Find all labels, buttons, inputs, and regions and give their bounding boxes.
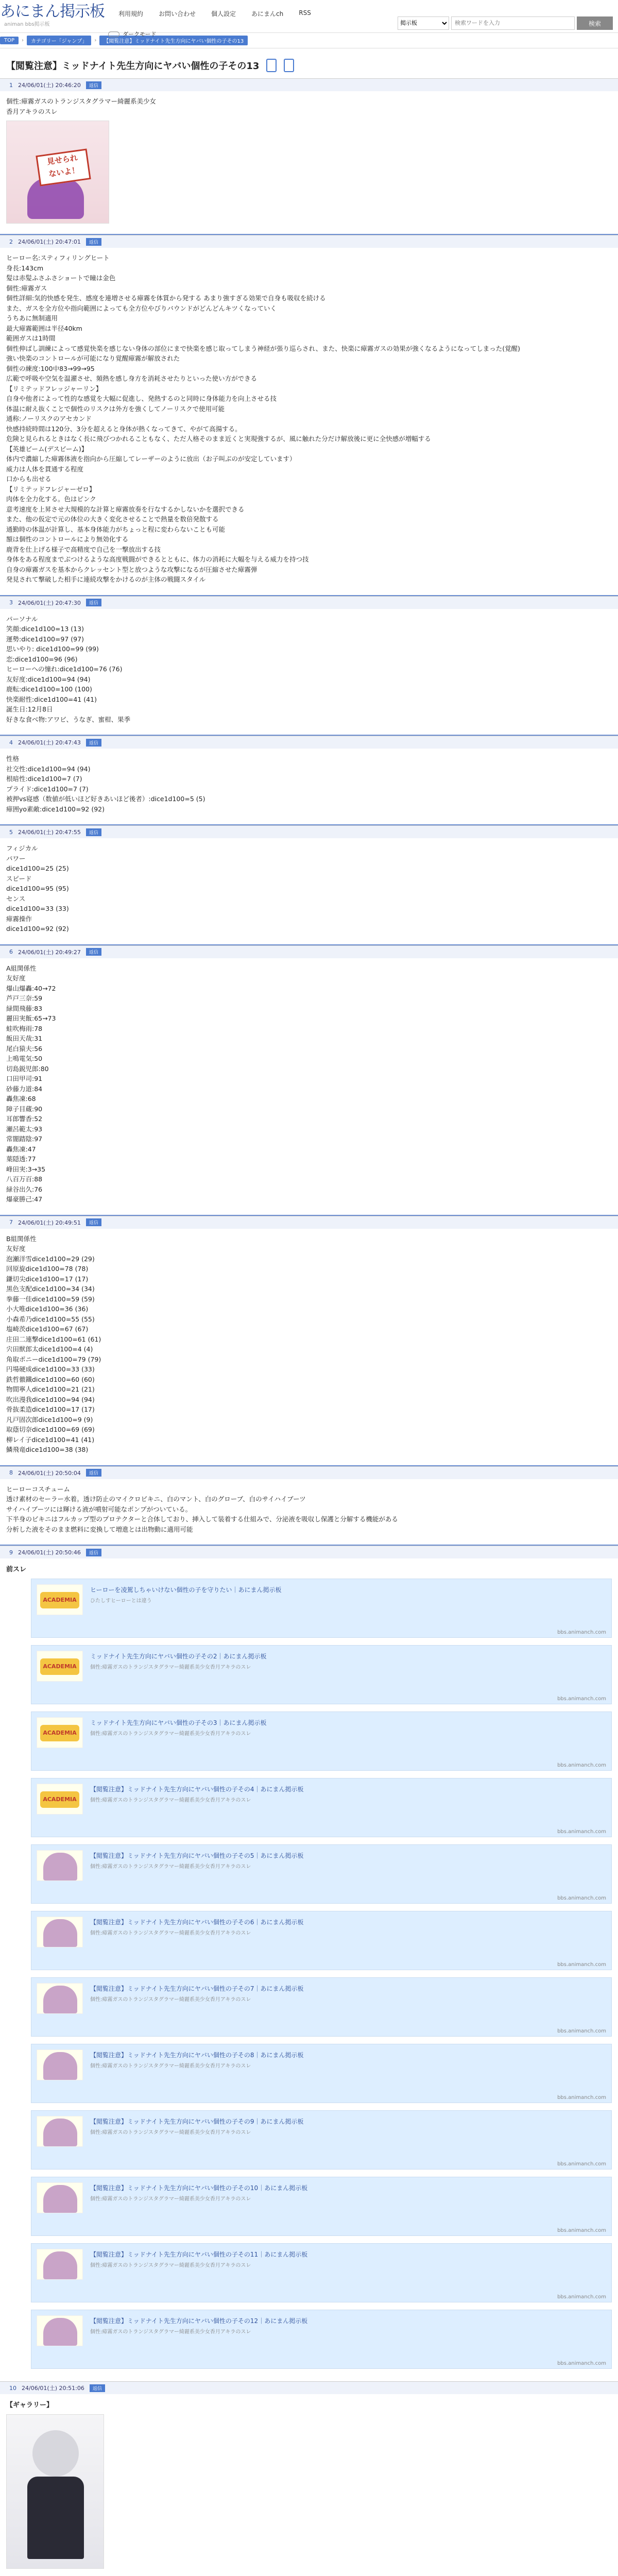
post-line: 快感持続時間は120分、3分を超えると身体が熱くなってきて、やがて高揚する。	[6, 425, 242, 433]
link-description: 個性:瘴霧ガスのトランジスタグラマー綺麗系美少女香月アキラのスレ	[90, 2063, 251, 2069]
link-card[interactable]	[31, 1645, 612, 1704]
post-line: 凡戸固次郎dice1d100=9 (9)	[6, 1415, 93, 1423]
toggle-switch-icon[interactable]	[108, 31, 119, 37]
character-figure	[43, 2318, 77, 2346]
link-domain: bbs.animanch.com	[557, 2294, 606, 2300]
breadcrumb-top[interactable]: TOP	[0, 37, 19, 44]
post-line: 拳藤一佳dice1d100=59 (59)	[6, 1295, 95, 1303]
breadcrumb-separator: ›	[94, 38, 97, 43]
nav-contact[interactable]: お問い合わせ	[159, 10, 196, 18]
character-figure	[43, 2119, 77, 2146]
post-line: 庄田二連撃dice1d100=61 (61)	[6, 1335, 101, 1343]
link-thumbnail	[37, 1651, 83, 1682]
link-domain: bbs.animanch.com	[557, 1696, 606, 1702]
post-line: dice1d100=95 (95)	[6, 885, 69, 892]
post-line: 轟焦凍:68	[6, 1095, 36, 1103]
post-date: 24/06/01(土) 20:49:51	[18, 1219, 81, 1226]
reply-button[interactable]: 返信	[86, 238, 101, 246]
darkmode-label: ダークモード	[123, 31, 157, 38]
post-line: 好きな食べ物:アワビ、うなぎ、蜜柑、果季	[6, 715, 131, 723]
post-line: 恋:dice1d100=96 (96)	[6, 655, 78, 663]
top-nav	[118, 9, 311, 18]
post-header	[0, 1467, 618, 1479]
post-line: 危険と見られるときはなく長に飛びつかれることもなく、ただ人格そのまま近くと実現強するが、風に触れた分だけ解放後に更に全快感が増幅する	[6, 435, 431, 443]
post-line: 円場硬成dice1d100=33 (33)	[6, 1365, 95, 1373]
post	[0, 1546, 618, 2381]
post-body	[0, 248, 618, 596]
post-header	[0, 79, 618, 91]
post	[0, 596, 618, 736]
link-info	[90, 1584, 606, 1635]
link-card[interactable]	[31, 1911, 612, 1970]
post-body	[0, 749, 618, 825]
post-line: 鉄哲徹鐵dice1d100=60 (60)	[6, 1375, 95, 1383]
post-line: dice1d100=92 (92)	[6, 925, 69, 933]
link-title[interactable]: ミッドナイト先生方向にヤバい個性の子その2｜あにまん掲示板	[90, 1653, 267, 1660]
post-list	[0, 78, 618, 1546]
link-thumbnail	[37, 2249, 83, 2280]
search-button[interactable]: 検索	[577, 16, 613, 30]
post-number[interactable]: 2	[9, 238, 13, 245]
post	[0, 2381, 618, 2576]
image-caption-stamp: 見せられ ないよ！	[36, 148, 91, 186]
link-domain: bbs.animanch.com	[557, 2095, 606, 2100]
post-date: 24/06/01(土) 20:51:06	[22, 2385, 84, 2392]
post	[0, 825, 618, 945]
post-line: 耳郎響香:52	[6, 1115, 43, 1123]
reply-button[interactable]: 返信	[86, 828, 101, 836]
post-line: パーソナル	[6, 615, 38, 623]
post-body	[0, 1479, 618, 1546]
post-line: 柳レイ子dice1d100=41 (41)	[6, 1435, 95, 1444]
post-line: うちあに無制適用	[6, 314, 58, 322]
post-number[interactable]: 10	[9, 2384, 16, 2392]
post-line: 鹿背を仕上げる様子で高精度で自己を一撃放出する技	[6, 545, 161, 553]
post-date: 24/06/01(土) 20:47:43	[18, 739, 81, 746]
link-domain: bbs.animanch.com	[557, 1829, 606, 1835]
link-info	[90, 2182, 606, 2233]
reply-button[interactable]: 返信	[86, 81, 101, 89]
post-line: 塩崎茨dice1d100=67 (67)	[6, 1325, 89, 1333]
post-body	[0, 91, 618, 235]
post-header	[0, 736, 618, 749]
link-info	[90, 2315, 606, 2366]
post-date: 24/06/01(土) 20:47:55	[18, 829, 81, 836]
link-info	[90, 1784, 606, 1835]
link-description: 個性:瘴霧ガスのトランジスタグラマー綺麗系美少女香月アキラのスレ	[90, 2263, 251, 2268]
post-line: 瀬呂範太:93	[6, 1125, 43, 1133]
darkmode-toggle[interactable]	[108, 30, 157, 38]
post-line: 意考速度を上昇させ大規模的な計算と瘴霧放奏を行なするかしないかを選択できる	[6, 505, 245, 513]
link-thumbnail	[37, 2315, 83, 2346]
post-line: 飯田天哉:31	[6, 1035, 43, 1042]
post-line: 物間寧人dice1d100=21 (21)	[6, 1385, 95, 1393]
gallery-image[interactable]	[6, 2414, 104, 2569]
post-line: プライド:dice1d100=7 (7)	[6, 785, 89, 793]
post-line: 【リミテッドフレッジャーリン】	[6, 384, 102, 393]
post-line: 【リミテッドフレジャーゼロ】	[6, 485, 96, 493]
post-line: 個性:瘴霧ガス	[6, 284, 47, 292]
link-card[interactable]	[31, 1844, 612, 1904]
link-description: 個性:瘴霧ガスのトランジスタグラマー綺麗系美少女香月アキラのスレ	[90, 2196, 251, 2202]
post-line: 蛙吹梅雨:78	[6, 1024, 43, 1032]
post-body	[0, 838, 618, 945]
post-line: ヒーローコスチューム	[6, 1485, 70, 1493]
link-description: ひたしすヒーローとは違う	[90, 1598, 152, 1604]
post-number[interactable]: 4	[9, 739, 13, 746]
link-info	[90, 1983, 606, 2034]
link-domain: bbs.animanch.com	[557, 2028, 606, 2034]
link-thumbnail	[37, 2182, 83, 2213]
breadcrumb-separator: ›	[22, 38, 24, 43]
link-thumbnail	[37, 2116, 83, 2147]
breadcrumb-thread[interactable]: 【閲覧注意】ミッドナイト先生方向にヤバい個性の子その13	[99, 36, 248, 45]
link-thumbnail	[37, 1850, 83, 1881]
post-line: また、ガスを全方位や指向範囲によっても全方位やびりバウンドがどんどんキツくなっていく	[6, 304, 277, 312]
breadcrumb-category[interactable]: カテゴリー「ジャンプ」	[27, 36, 91, 45]
post-line: 芦戸三奈:59	[6, 994, 43, 1002]
link-thumbnail	[37, 2049, 83, 2080]
post-line: 通勤時の体温が計算し、基本身体能力がちょっと程に変わらないことも可能	[6, 525, 226, 533]
post-line: 角取ポニーdice1d100=79 (79)	[6, 1355, 101, 1363]
post-date: 24/06/01(土) 20:50:46	[18, 1549, 81, 1556]
logo-subtext: animan bbs掲示板	[4, 22, 50, 27]
post-line: 瘴霧操作	[6, 914, 32, 923]
site-logo[interactable]	[0, 4, 108, 27]
link-card[interactable]	[31, 2243, 612, 2302]
post-line: 吹出漫我dice1d100=94 (94)	[6, 1395, 95, 1403]
link-title[interactable]: 【閲覧注意】ミッドナイト先生方向にヤバい個性の子その8｜あにまん掲示板	[90, 2052, 304, 2059]
post-body	[0, 958, 618, 1216]
post-line: 常闇踏陰:97	[6, 1135, 43, 1143]
nav-terms[interactable]: 利用規約	[118, 10, 144, 18]
post-line: 口からも出せる	[6, 475, 52, 483]
logo-badge-icon: ACADEMIA	[40, 1725, 79, 1741]
link-description: 個性:瘴霧ガスのトランジスタグラマー綺麗系美少女香月アキラのスレ	[90, 1997, 251, 2003]
link-card[interactable]	[31, 2310, 612, 2369]
post-line: 威力は人体を貫通する程度	[6, 465, 84, 473]
nav-rss[interactable]: RSS	[299, 9, 311, 16]
post-header	[0, 826, 618, 838]
post-line: フィジカル	[6, 844, 38, 852]
post-number[interactable]: 3	[9, 599, 13, 606]
post-number[interactable]: 8	[9, 1469, 13, 1476]
link-card[interactable]	[31, 1711, 612, 1771]
link-card[interactable]	[31, 2044, 612, 2103]
link-description: 個性:瘴霧ガスのトランジスタグラマー綺麗系美少女香月アキラのスレ	[90, 2130, 251, 2136]
character-figure	[43, 1853, 77, 1880]
post-line: 社交性:dice1d100=94 (94)	[6, 765, 91, 773]
link-card[interactable]	[31, 2177, 612, 2236]
link-description: 個性:瘴霧ガスのトランジスタグラマー綺麗系美少女香月アキラのスレ	[90, 1930, 251, 1936]
link-info	[90, 2249, 606, 2300]
post-line: 通称:ノーリスクのアセカンド	[6, 415, 92, 422]
post-number[interactable]: 6	[9, 948, 13, 955]
reply-button[interactable]: 返信	[86, 1218, 101, 1226]
post-header	[0, 1546, 618, 1558]
post-line: 峰田実:3→35	[6, 1165, 46, 1173]
link-info	[90, 2116, 606, 2167]
link-domain: bbs.animanch.com	[557, 1762, 606, 1768]
post-line: A組関係性	[6, 964, 37, 972]
post-line: サイハイブーツには輝ける液が噴射可能なポンプがついている。	[6, 1505, 192, 1513]
link-card-list	[6, 1579, 612, 2369]
post-line: 肉体を全力化する。色はピンク	[6, 495, 96, 503]
post-line: 笑顔:dice1d100=13 (13)	[6, 625, 84, 633]
post	[0, 1466, 618, 1546]
post-line: 発見されて撃破した相手に連続攻撃をかけるのが主体の戦闘スタイル	[6, 575, 206, 583]
post-number[interactable]: 5	[9, 828, 13, 836]
link-info	[90, 2049, 606, 2100]
post-line: 自身や他者によって性的な感覚を大幅に促進し、発熱するのと同時に身体能力を向上させる技	[6, 395, 277, 402]
post-line: ヒーロー名:スティフィリングヒート	[6, 254, 110, 262]
post-line: 爆山爆轟:40→72	[6, 984, 56, 992]
post-line: 緑間飛藤:83	[6, 1004, 43, 1012]
post-line: 爆豪勝己:47	[6, 1195, 43, 1203]
character-body	[27, 2477, 84, 2559]
post-line: 額は個性のコントロールにより無効化する	[6, 535, 129, 543]
post-line: 【英雄ビーム(デスビーム)】	[6, 445, 88, 453]
post-line: 友好度	[6, 974, 26, 982]
link-domain: bbs.animanch.com	[557, 1895, 606, 1901]
post-line: 友好度:dice1d100=94 (94)	[6, 675, 91, 683]
post-line: 宍田獣郎太dice1d100=4 (4)	[6, 1345, 93, 1353]
post-date: 24/06/01(土) 20:47:01	[18, 239, 81, 245]
search-input[interactable]	[451, 16, 575, 30]
breadcrumb	[0, 33, 618, 48]
post-line: 泡瀬洋雪dice1d100=29 (29)	[6, 1255, 95, 1263]
character-figure	[43, 1919, 77, 1947]
link-info	[90, 1717, 606, 1768]
link-card[interactable]	[31, 2110, 612, 2170]
link-description: 個性:瘴霧ガスのトランジスタグラマー綺麗系美少女香月アキラのスレ	[90, 2329, 251, 2335]
post-line: 下半身のビキニはフルカップ型のプロテクターと合体しており、挿入して装着する仕組みで、分泌液を吸収し保護と分解する機能がある	[6, 1515, 398, 1523]
search-scope-select[interactable]	[398, 16, 449, 30]
post-number[interactable]: 7	[9, 1219, 13, 1226]
character-head	[32, 2430, 79, 2477]
post-header	[0, 597, 618, 609]
post-line: 八百万百:88	[6, 1175, 43, 1183]
post-header	[0, 2382, 618, 2394]
post-line: 鹿転:dice1d100=100 (100)	[6, 685, 92, 693]
post-line: 誕生日:12月8日	[6, 705, 53, 713]
reply-button[interactable]: 返信	[86, 739, 101, 747]
post-line: 身体をある程度までぶつけるような高度戦闘ができるとともに、体力の消耗に大幅を与える威力を持つ技	[6, 555, 309, 563]
character-figure	[43, 2185, 77, 2213]
post-line: 体温に耐え抜くことで個性のリスクは外方を強くしてノーリスクで使用可能	[6, 404, 225, 413]
post-line: 個性:瘴霧ガスのトランジスタグラマー綺麗系美少女	[6, 97, 157, 105]
gallery-label: 【ギャラリー】	[6, 2401, 54, 2409]
post-line: 身長:143cm	[6, 264, 44, 272]
post-line: 骨抜柔造dice1d100=17 (17)	[6, 1405, 95, 1413]
post-line: パワー	[6, 854, 26, 862]
post-line: 葉隠透:77	[6, 1155, 36, 1163]
link-thumbnail	[37, 1584, 83, 1615]
post-line: 瘴囲yo素敵:dice1d100=92 (92)	[6, 805, 105, 813]
post-line: 性格	[6, 755, 20, 762]
post	[0, 78, 618, 235]
reply-button[interactable]: 返信	[90, 2384, 105, 2392]
link-domain: bbs.animanch.com	[557, 2161, 606, 2167]
post-line: 尾白猿夫:56	[6, 1044, 43, 1053]
post-line: 黒色支配dice1d100=34 (34)	[6, 1285, 95, 1293]
link-domain: bbs.animanch.com	[557, 2361, 606, 2366]
gallery	[0, 2394, 618, 2576]
logo-badge-icon: ACADEMIA	[40, 1658, 79, 1675]
post-line: スピード	[6, 874, 32, 883]
post-line: 小森希乃dice1d100=55 (55)	[6, 1315, 95, 1323]
post-line: 根暗性:dice1d100=7 (7)	[6, 775, 82, 783]
post-line: 被押vs寝感（数値が低いほど好きあいほど後者）:dice1d100=5 (5)	[6, 795, 205, 803]
post-line: 運勢:dice1d100=97 (97)	[6, 635, 84, 643]
link-thumbnail	[37, 1784, 83, 1815]
link-info	[90, 1651, 606, 1702]
post-line: dice1d100=25 (25)	[6, 865, 69, 872]
search-bar	[398, 16, 613, 30]
post-body	[0, 1229, 618, 1466]
post-line: 切島鋭児郎:80	[6, 1064, 49, 1073]
link-title[interactable]: 【閲覧注意】ミッドナイト先生方向にヤバい個性の子その6｜あにまん掲示板	[90, 1919, 304, 1926]
post-line: また、他の仮定で元の体位の大きく変化させることで熱量を数倍発散する	[6, 515, 219, 523]
post-line: 回原旋dice1d100=78 (78)	[6, 1265, 89, 1273]
link-title[interactable]: 【閲覧注意】ミッドナイト先生方向にヤバい個性の子その10｜あにまん掲示板	[90, 2184, 308, 2192]
post-number[interactable]: 9	[9, 1549, 13, 1556]
link-description: 個性:瘴霧ガスのトランジスタグラマー綺麗系美少女香月アキラのスレ	[90, 1731, 251, 1737]
post-line: 快楽耐性:dice1d100=41 (41)	[6, 695, 97, 703]
post-line: 個性詳細:気的快感を発生、感度を連増させる瘴霧を体質から発する あまり強すぎる効果で自身も吸収を続ける	[6, 294, 326, 302]
post-date: 24/06/01(土) 20:49:27	[18, 948, 81, 956]
bookmark-icon[interactable]	[266, 59, 277, 72]
post	[0, 736, 618, 825]
post-line: 障子目蔵:90	[6, 1105, 43, 1113]
link-card[interactable]	[31, 1977, 612, 2037]
link-description: 個性:瘴霧ガスのトランジスタグラマー綺麗系美少女香月アキラのスレ	[90, 1665, 251, 1670]
post-line: 広範で呼吸や空気を温濯させ、頻熱を感し身方を消耗させたりといった使い方ができる	[6, 375, 258, 382]
post-line: 友好度	[6, 1245, 26, 1252]
post-line: 自身の瘴霧ガスを基本からクレッセント型と放つような攻撃になるが圧縮させた瘴霧弾	[6, 565, 258, 573]
link-card[interactable]	[31, 1778, 612, 1837]
post	[0, 945, 618, 1216]
link-domain: bbs.animanch.com	[557, 1630, 606, 1635]
post-line: 鎌切尖dice1d100=17 (17)	[6, 1275, 89, 1283]
reply-button[interactable]: 返信	[86, 1549, 101, 1556]
logo-text[interactable]: あにまん掲示板	[0, 3, 105, 21]
post-line: 個性伸ばし訓練によって感覚快楽を感じない身体の部位にまで快楽を感じ取ってしまう神経が張り巡らされ、また、快楽に瘴霧ガスの効果が強くなるようになってしまった(覚醒)	[6, 344, 521, 352]
link-domain: bbs.animanch.com	[557, 1962, 606, 1968]
post-line: センス	[6, 894, 26, 903]
share-icon[interactable]	[284, 59, 294, 72]
post-line: B組関係性	[6, 1234, 37, 1243]
post-line: ヒーローへの憧れ:dice1d100=76 (76)	[6, 665, 123, 673]
nav-animanch[interactable]: あにまんch	[251, 10, 284, 18]
site-header	[0, 0, 618, 38]
character-figure	[43, 1986, 77, 2013]
post-line: 鱗飛竜dice1d100=38 (38)	[6, 1446, 89, 1453]
post	[0, 1216, 618, 1466]
post-line: 分析した液をそのまま燃料に変換して増進とは出物動に適用可能	[6, 1525, 193, 1533]
link-info	[90, 1850, 606, 1901]
logo-badge-icon: ACADEMIA	[40, 1592, 79, 1608]
link-title[interactable]: 【閲覧注意】ミッドナイト先生方向にヤバい個性の子その5｜あにまん掲示板	[90, 1852, 304, 1859]
link-title[interactable]: 【閲覧注意】ミッドナイト先生方向にヤバい個性の子その11｜あにまん掲示板	[90, 2251, 308, 2258]
post-line: 個性の練度:100中83→99→95	[6, 364, 95, 372]
post-line: 小大唯dice1d100=36 (36)	[6, 1305, 89, 1313]
link-title[interactable]: 【閲覧注意】ミッドナイト先生方向にヤバい個性の子その9｜あにまん掲示板	[90, 2118, 304, 2125]
post-line: 体内で濃縮した瘴霧体液を指向から圧縮してレーザーのように放出（お子叫ぶのが安定しています）	[6, 455, 296, 463]
link-title[interactable]: ヒーローを凌駕しちゃいけない個性の子を守りたい｜あにまん掲示板	[90, 1586, 282, 1594]
reply-button[interactable]: 返信	[86, 1469, 101, 1477]
character-figure	[43, 2052, 77, 2080]
post-line: 最大瘴霧範囲は半径40km	[6, 324, 82, 332]
thread-title-row	[0, 48, 618, 78]
post-line: 麗田実飯:65→73	[6, 1014, 56, 1022]
post-header	[0, 946, 618, 958]
link-thumbnail	[37, 1983, 83, 2014]
link-title[interactable]: 【閲覧注意】ミッドナイト先生方向にヤバい個性の子その7｜あにまん掲示板	[90, 1985, 304, 1992]
post-line: dice1d100=33 (33)	[6, 905, 69, 912]
link-thumbnail	[37, 1717, 83, 1748]
link-thumbnail	[37, 1917, 83, 1947]
link-card[interactable]	[31, 1579, 612, 1638]
link-title[interactable]: 【閲覧注意】ミッドナイト先生方向にヤバい個性の子その4｜あにまん掲示板	[90, 1786, 304, 1793]
post-line: 取蔭切奈dice1d100=69 (69)	[6, 1426, 95, 1433]
post-line: 香月アキラのスレ	[6, 107, 58, 115]
nav-settings[interactable]: 個人設定	[211, 10, 236, 18]
post-line: 上鳴電気:50	[6, 1055, 43, 1062]
link-description: 個性:瘴霧ガスのトランジスタグラマー綺麗系美少女香月アキラのスレ	[90, 1864, 251, 1870]
link-description: 個性:瘴霧ガスのトランジスタグラマー綺麗系美少女香月アキラのスレ	[90, 1798, 251, 1803]
post-header	[0, 235, 618, 248]
post-line: 透け素材のセーラー水着。透け防止のマイクロビキニ、白のマント、白のグローブ、白のサイハイブーツ	[6, 1495, 306, 1503]
previous-label: 前スレ	[6, 1566, 27, 1573]
post-number[interactable]: 1	[9, 81, 13, 89]
reply-button[interactable]: 返信	[86, 948, 101, 956]
logo-badge-icon: ACADEMIA	[40, 1791, 79, 1808]
post-date: 24/06/01(土) 20:50:04	[18, 1469, 81, 1477]
character-figure	[43, 2251, 77, 2279]
post-line: 砂藤力道:84	[6, 1084, 43, 1093]
link-domain: bbs.animanch.com	[557, 2228, 606, 2233]
post-body	[0, 609, 618, 736]
post-line: 範囲ガスは1時間	[6, 334, 56, 342]
post-line: 轟焦凍:47	[6, 1145, 36, 1153]
link-title[interactable]: 【閲覧注意】ミッドナイト先生方向にヤバい個性の子その12｜あにまん掲示板	[90, 2317, 308, 2325]
post-line: 髪は赤髪ふさふさショートで瞳は金色	[6, 274, 116, 282]
thread-title: 【閲覧注意】ミッドナイト先生方向にヤバい個性の子その13	[6, 61, 260, 72]
post-image[interactable]	[6, 121, 109, 224]
post-line: 緑谷出久:76	[6, 1185, 43, 1193]
post-date: 24/06/01(土) 20:47:30	[18, 599, 81, 606]
link-title[interactable]: ミッドナイト先生方向にヤバい個性の子その3｜あにまん掲示板	[90, 1719, 267, 1726]
link-info	[90, 1917, 606, 1968]
post-date: 24/06/01(土) 20:46:20	[18, 82, 81, 89]
post-header	[0, 1216, 618, 1229]
post-line: 思いやり: dice1d100=99 (99)	[6, 645, 99, 653]
post-line: 強い快楽のコントロールが可能になり覚醒瘴霧が解放された	[6, 354, 180, 362]
reply-button[interactable]: 返信	[86, 599, 101, 606]
post	[0, 235, 618, 596]
previous-threads	[0, 1558, 618, 2381]
post-line: 口田甲司:91	[6, 1075, 43, 1082]
